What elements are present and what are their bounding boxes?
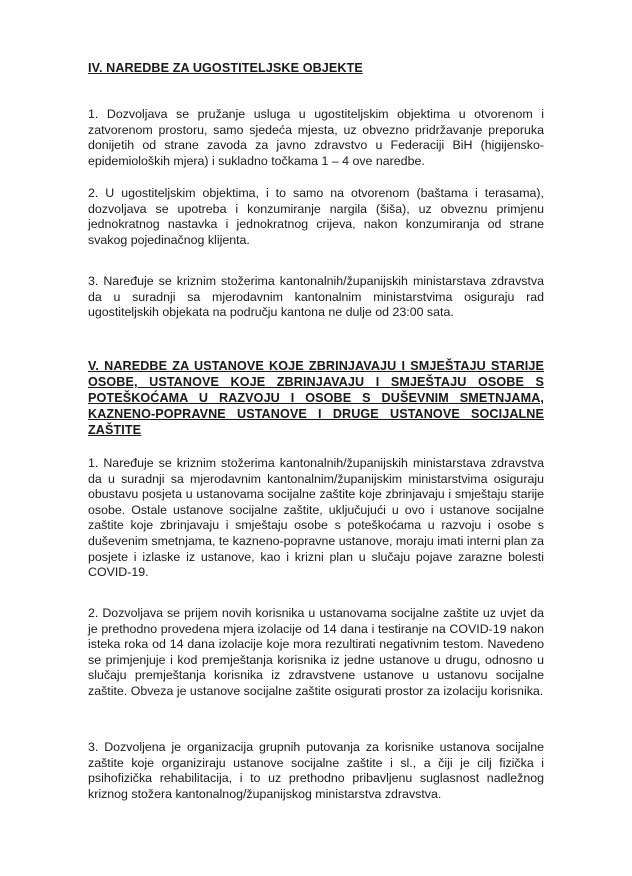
section-5-paragraph-2: 2. Dozvoljava se prijem novih korisnika u ustanovama socijalne zaštite uz uvjet da je prethodno provedena mjera izolacije od 14 dana i testiranje na COVID-19 nakon isteka roka od 14 dana izolacije koje mora rezultirati negativnim testom. Navedeno se primjenjuje i kod premještanja korisnika iz jedne ustanove u drugu, odnosno u slučaju premještanja korisnika iz zdravstvene ustanove u ustanovu socijalne zaštite. Obveza je ustanove socijalne zaštite osigurati prostor za izolaciju korisnika.: [88, 606, 544, 698]
section-4-paragraph-2: 2. U ugostiteljskim objektima, i to samo na otvorenom (baštama i terasama), dozvoljava se upotreba i konzumiranje nargila (šiša), uz obveznu primjenu jednokratnog nastavka i jednokratnog crijeva, nakon konzumiranja od strane svakog pojedinačnog klijenta.: [88, 186, 544, 247]
section-4-paragraph-1: 1. Dozvoljava se pružanje usluga u ugostiteljskim objektima u otvorenom i zatvorenom prostoru, samo sjedeća mjesta, uz obvezno pridržavanje preporuka donijetih od strane zavoda za javno zdravstvo u Federaciji BiH (higijensko-epidemioloških mjera) i sukladno točkama 1 – 4 ove naredbe.: [88, 107, 544, 168]
section-5-paragraph-1: 1. Naređuje se kriznim stožerima kantonalnih/županijskih ministarstava zdravstva da u suradnji sa mjerodavnim kantonalnim/županijskim ministarstvima osiguraju obustavu posjeta u ustanovama socijalne zaštite koje zbrinjavaju i smještaju starije osobe. Ostale ustanove socijalne zaštite, uključujući u ovo i ustanove socijalne zaštite koje zbrinjavaju i smještaju osobe s poteškoćama u razvoju i osobe s duševenim smetnjama, te kazneno-popravne ustanove, moraju imati interni plan za posjete i izlaske iz ustanove, kao i krizni plan u slučaju pojave zarazne bolesti COVID-19.: [88, 456, 544, 580]
section-5-title: V. NAREDBE ZA USTANOVE KOJE ZBRINJAVAJU I SMJEŠTAJU STARIJE OSOBE, USTANOVE KOJE ZBRINJAVAJU I SMJEŠTAJU OSOBE S POTEŠKOĆAMA U RAZVOJU I OSOBE S DUŠEVNIM SMETNJAMA, KAZNENO-POPRAVNE USTANOVE I DRUGE USTANOVE SOCIJALNE ZAŠTITE: [88, 359, 544, 437]
section-5-paragraph-3: 3. Dozvoljena je organizacija grupnih putovanja za korisnike ustanova socijalne zaštite koje organiziraju ustanove socijalne zaštite i sl., a čiji je cilj fizička i psihofizička rehabilitacija, i to uz prethodno pribavljenu suglasnost nadležnog kriznog stožera kantonalnog/županijskog ministarstva zdravstva.: [88, 740, 544, 801]
section-4-paragraph-3: 3. Naređuje se kriznim stožerima kantonalnih/županijskih ministarstava zdravstva da u suradnji sa mjerodavnim kantonalnim ministarstvima osiguraju rad ugostiteljskih objekata na području kantona ne dulje od 23:00 sata.: [88, 274, 544, 320]
section-4-title: IV. NAREDBE ZA UGOSTITELJSKE OBJEKTE: [88, 61, 363, 75]
